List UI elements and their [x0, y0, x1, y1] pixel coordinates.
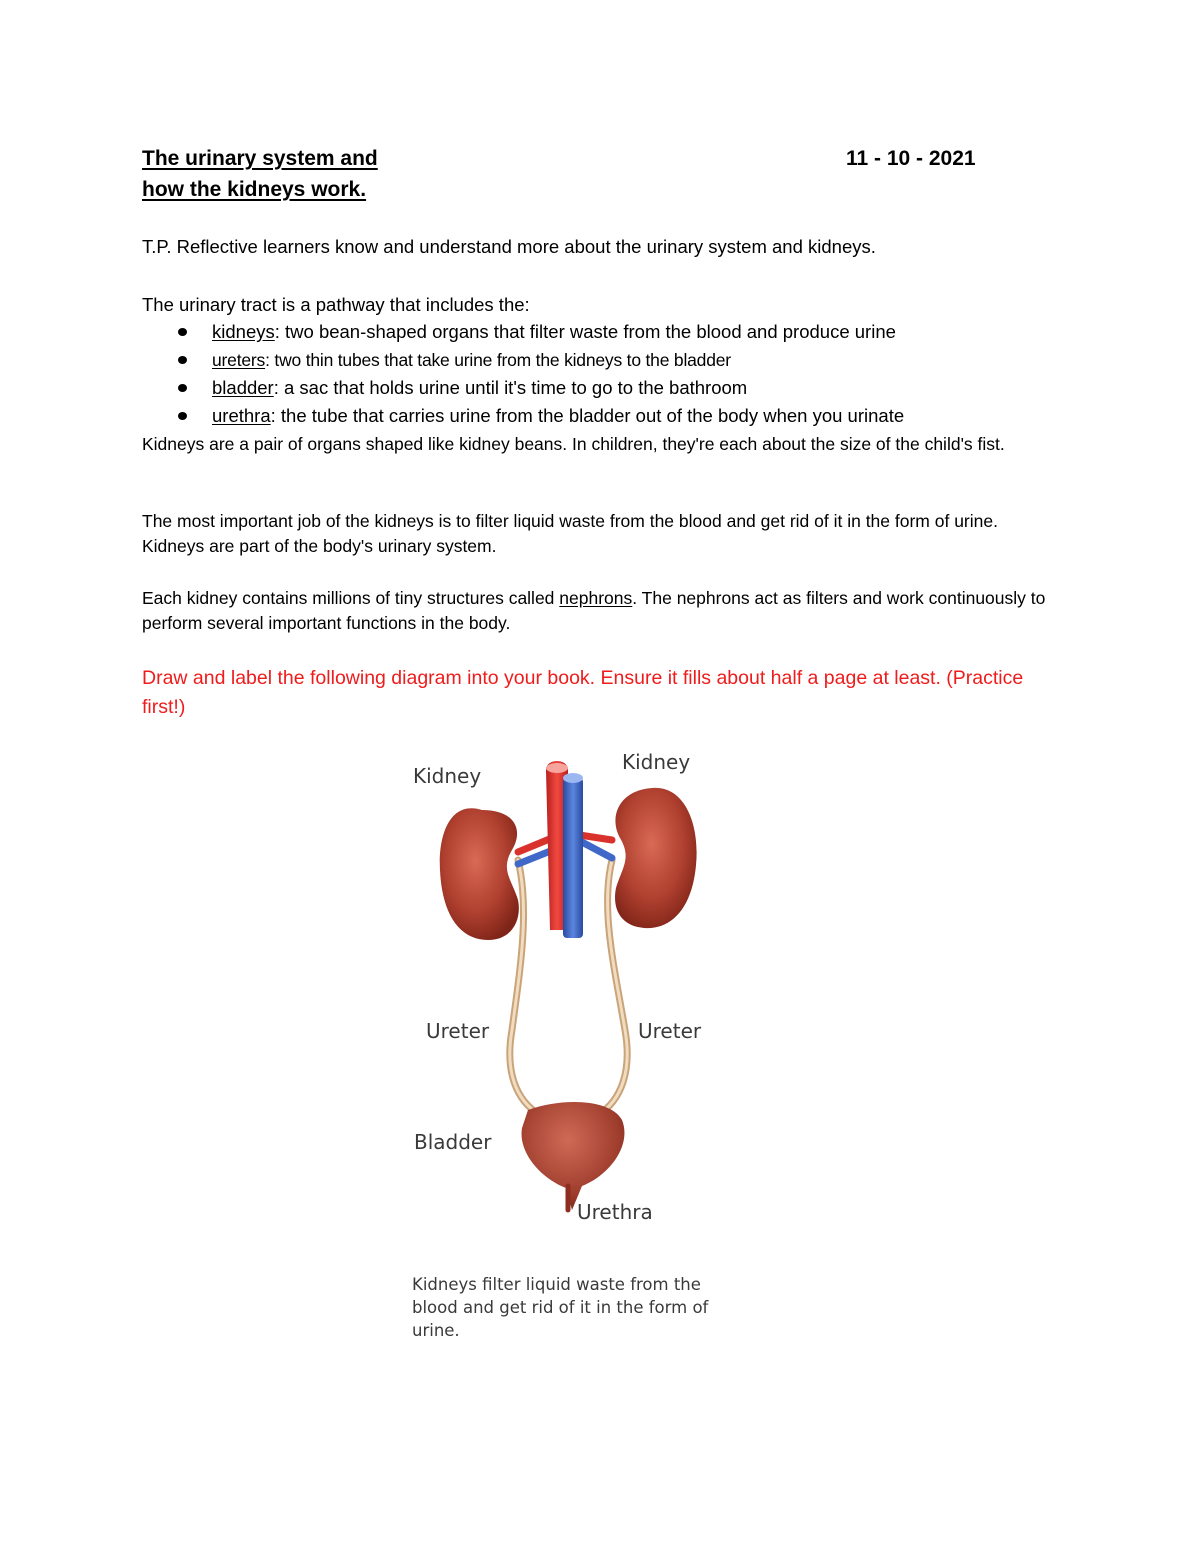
- label-bladder: Bladder: [414, 1130, 492, 1154]
- nephron-link[interactable]: nephrons: [559, 588, 633, 608]
- bullet-icon: [178, 412, 187, 420]
- list-item: [142, 374, 1062, 402]
- desc-ureters: : two thin tubes that take urine from the kidneys to the bladder: [265, 350, 731, 370]
- learning-objective: T.P. Reflective learners know and understand more about the urinary system and kidneys.: [142, 236, 876, 257]
- diagram-caption: Kidneys filter liquid waste from the blood and get rid of it in the form of urine.: [412, 1275, 709, 1340]
- term-bladder: bladder: [212, 377, 274, 398]
- term-ureters: ureters: [212, 350, 266, 370]
- urinary-system-diagram: [400, 740, 740, 1360]
- right-kidney: [615, 788, 697, 928]
- tract-intro: The urinary tract is a pathway that includes the:: [142, 294, 530, 315]
- nephron-pre: Each kidney contains millions of tiny structures called: [142, 588, 560, 608]
- term-kidneys: kidneys: [212, 321, 275, 342]
- label-ureter-left: Ureter: [426, 1019, 490, 1043]
- list-item: [142, 402, 1062, 430]
- desc-urethra: : the tube that carries urine from the bladder out of the body when you urinate: [270, 405, 905, 426]
- list-item: [142, 346, 1062, 374]
- diagram-illustration: [400, 740, 740, 1240]
- desc-bladder: : a sac that holds urine until it's time to go to the bathroom: [273, 377, 748, 398]
- label-ureter-right: Ureter: [638, 1019, 702, 1043]
- date: 11 - 10 - 2021: [846, 147, 976, 170]
- left-kidney: [440, 808, 519, 940]
- term-urethra: urethra: [212, 405, 271, 426]
- bullet-icon: [178, 356, 187, 364]
- title-line-1: The urinary system and: [142, 147, 378, 170]
- list-item: [142, 318, 1062, 346]
- vena-cava: [563, 778, 583, 938]
- nephron-paragraph: [142, 586, 1062, 636]
- bullet-icon: [178, 328, 187, 336]
- tract-list: [142, 318, 1062, 430]
- job-paragraph: The most important job of the kidneys is to filter liquid waste from the blood and get rid of it in the form of urine. Kidneys are part of the body's urinary system.: [142, 511, 998, 556]
- label-urethra: Urethra: [577, 1200, 653, 1224]
- bladder: [522, 1102, 625, 1210]
- label-kidney-left: Kidney: [413, 764, 482, 788]
- bullet-icon: [178, 384, 187, 392]
- instruction-text: Draw and label the following diagram into your book. Ensure it fills about half a page at least. (Practice first!): [142, 667, 1024, 718]
- label-kidney-right: Kidney: [622, 750, 691, 774]
- desc-kidneys: : two bean-shaped organs that filter waste from the blood and produce urine: [274, 321, 896, 342]
- title-line-2: how the kidneys work.: [142, 178, 367, 201]
- kidneys-paragraph: Kidneys are a pair of organs shaped like kidney beans. In children, they're each about the size of the child's fist.: [142, 434, 1005, 454]
- nephron-post: . The nephrons act as filters and work continuously to perform several important functions in the body.: [142, 588, 1046, 633]
